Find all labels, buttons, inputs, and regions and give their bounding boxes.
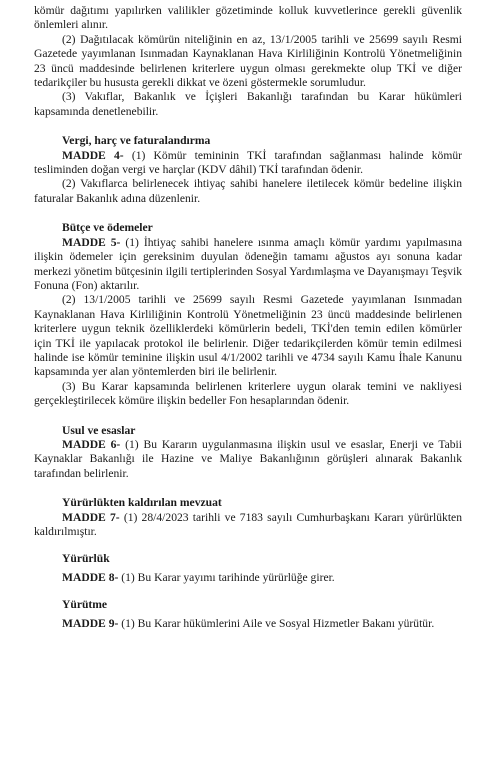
article-9-clause1-text: (1) Bu Karar hükümlerini Aile ve Sosyal Hizmetler Bakanı yürütür. [118, 616, 435, 630]
article-7-clause1 [34, 511, 462, 540]
article-5-label: MADDE 5- [62, 235, 121, 249]
article-9-label: MADDE 9- [62, 616, 119, 630]
article-8-clause1-text: (1) Bu Karar yayımı tarihinde yürürlüğe girer. [118, 570, 335, 584]
document-page [34, 4, 462, 631]
section-heading-budget: Bütçe ve ödemeler [62, 221, 153, 235]
article-8-clause1 [34, 571, 462, 585]
article-4-clause2: (2) Vakıflarca belirlenecek ihtiyaç sahibi hanelere iletilecek kömür bedeline ilişkin faturalar Bakanlık adına düzenlenir. [34, 177, 462, 205]
paragraph-article3-clause3: (3) Vakıflar, Bakanlık ve İçişleri Bakanlığı tarafından bu Karar hükümleri kapsamında denetlenebilir. [34, 90, 462, 118]
article-8-label: MADDE 8- [62, 570, 119, 584]
article-5-clause3: (3) Bu Karar kapsamında belirlenen kriterlere uygun olarak temini ve nakliyesi gerçekleştirilecek kömüre ilişkin bedeller Fon hesaplarından ödenir. [34, 379, 462, 408]
article-6-label: MADDE 6- [62, 437, 121, 451]
section-heading-tax: Vergi, harç ve faturalandırma [62, 134, 211, 148]
article-9-clause1 [34, 617, 462, 631]
article-7-label: MADDE 7- [62, 510, 120, 524]
article-5-clause1-text: (1) İhtiyaç sahibi hanelere ısınma amaçlı kömür yardımı yapılmasına ilişkin ödemeler için gereksinim duyulan ödeneğin tamamı ağustos ayı sonuna kadar merkezi yönetim bütçesinin ilgili tertiplerinden Sosyal Yardımlaşma ve Dayanışmayı Teşvik Fonuna (Fon) aktarılır. [34, 235, 462, 292]
section-heading-procedures: Usul ve esaslar [62, 423, 136, 437]
section-heading-execution: Yürütme [62, 598, 108, 612]
section-heading-effect: Yürürlük [62, 552, 110, 566]
paragraph-intro: kömür dağıtımı yapılırken valilikler gözetiminde kolluk kuvvetlerince gerekli güvenlik önlemleri alınır. [34, 4, 462, 32]
article-4-clause1-text: (1) Kömür temininin TKİ tarafından sağlanması halinde kömür tesliminden doğan vergi ve harçlar (KDV dâhil) TKİ tarafından ödenir. [34, 148, 463, 177]
section-heading-repealed: Yürürlükten kaldırılan mevzuat [62, 496, 222, 510]
article-5-clause2: (2) 13/1/2005 tarihli ve 25699 sayılı Resmi Gazetede yayımlanan Isınmadan Kaynaklanan Hava Kirliliğinin Kontrolü Yönetmeliğinin 23 üncü maddesinde belirlenen kriterlere uygun teknik özelliklerdeki kömürlerin bedeli, TKİ'den temin edilen kömürler için TKİ ile yapılacak protokol ile belirlenir. Diğer tedarikçilerden kömür temin edilmesi halinde ise kömür teminine ilişkin usul 4/1/2002 tarihli ve 4734 sayılı Kamu İhale Kanunu kapsamında yer alan yöntemlerden biri ile belirlenir. [34, 293, 462, 379]
paragraph-article3-clause2: (2) Dağıtılacak kömürün niteliğinin en az, 13/1/2005 tarihli ve 25699 sayılı Resmi Gazetede yayımlanan Isınmadan Kaynaklanan Hava Kirliliğinin Kontrolü Yönetmeliğinin 23 üncü maddesinde belirlenen kriterlere uygun olması gerekmekte olup TKİ ve diğer tedarikçiler bu hususta gerekli dikkat ve özeni göstermekle sorumludur. [34, 32, 462, 90]
article-4-label: MADDE 4- [62, 148, 124, 162]
article-7-clause1-text: (1) 28/4/2023 tarihli ve 7183 sayılı Cumhurbaşkanı Kararı yürürlükten kaldırılmıştır. [34, 510, 462, 538]
article-6-clause1-text: (1) Bu Kararın uygulanmasına ilişkin usul ve esaslar, Enerji ve Tabii Kaynaklar Bakanlığı ile Hazine ve Maliye Bakanlığının görüşleri alınarak Bakanlık tarafından belirlenir. [34, 437, 462, 480]
article-5-clause1 [34, 236, 462, 294]
article-4-clause1 [34, 149, 462, 178]
article-6-clause1 [34, 438, 462, 481]
